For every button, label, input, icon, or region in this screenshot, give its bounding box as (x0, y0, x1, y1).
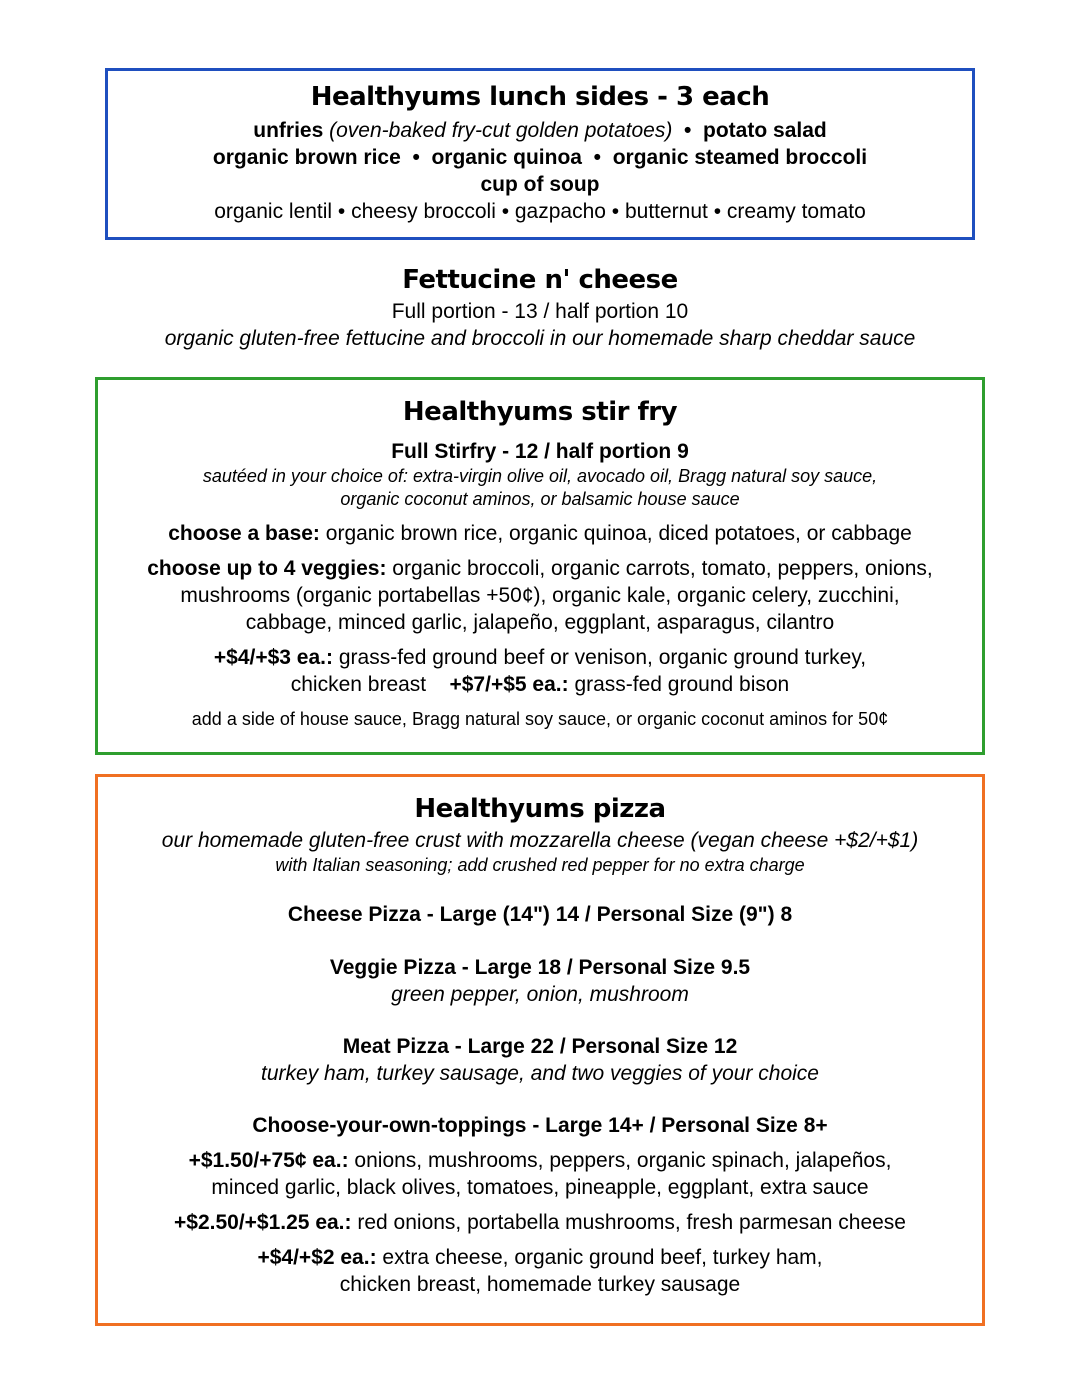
veggies-text-1: organic broccoli, organic carrots, tomato, peppers, onions, (392, 557, 933, 580)
veggie-pizza-desc: green pepper, onion, mushroom (391, 983, 689, 1006)
lunch-sides-title: Healthyums lunch sides - 3 each (310, 82, 770, 112)
unfries-desc: (oven-baked fry-cut golden potatoes) (329, 119, 673, 142)
veggies-line-2: mushrooms (organic portabellas +50¢), organic kale, organic celery, zucchini, (180, 584, 900, 607)
side-sauce-note: add a side of house sauce, Bragg natural soy sauce, or organic coconut aminos for 50¢ (191, 709, 889, 729)
meat-pizza-desc: turkey ham, turkey sausage, and two veggies of your choice (261, 1062, 819, 1085)
brown-rice-item: organic brown rice (212, 146, 401, 169)
stir-fry-title: Healthyums stir fry (402, 397, 678, 427)
bullet: • (593, 146, 602, 169)
topping-tier-3-text: extra cheese, organic ground beef, turkey ham, (382, 1246, 823, 1269)
protein-text-2: chicken breast (290, 673, 427, 696)
saute-line-1: sautéed in your choice of: extra-virgin olive oil, avocado oil, Bragg natural soy sauce, (202, 466, 878, 486)
veggie-pizza: Veggie Pizza - Large 18 / Personal Size 9.5 (329, 956, 751, 979)
protein-price-2: +$7/+$5 ea.: (449, 673, 569, 696)
base-line (98, 520, 982, 547)
soup-options: organic lentil • cheesy broccoli • gazpacho • butternut • creamy tomato (214, 200, 866, 223)
lunch-sides-section (105, 68, 975, 240)
protein-text-1: grass-fed ground beef or venison, organic ground turkey, (338, 646, 867, 669)
topping-tier-2 (98, 1209, 982, 1236)
quinoa-item: organic quinoa (431, 146, 582, 169)
base-options: organic brown rice, organic quinoa, diced potatoes, or cabbage (325, 522, 912, 545)
protein-line-1 (98, 644, 982, 671)
fettucine-title: Fettucine n' cheese (402, 265, 678, 295)
stir-fry-price: Full Stirfry - 12 / half portion 9 (391, 440, 689, 463)
pizza-seasoning: with Italian seasoning; add crushed red pepper for no extra charge (275, 855, 805, 875)
sides-line-1 (108, 117, 972, 144)
stir-fry-section (95, 377, 985, 755)
topping-tier-2-text: red onions, portabella mushrooms, fresh parmesan cheese (357, 1211, 906, 1234)
broccoli-item: organic steamed broccoli (612, 146, 868, 169)
topping-tier-3-price: +$4/+$2 ea.: (257, 1246, 377, 1269)
saute-line-2: organic coconut aminos, or balsamic house sauce (340, 489, 740, 509)
fettucine-desc: organic gluten-free fettucine and broccoli in our homemade sharp cheddar sauce (164, 327, 916, 350)
topping-tier-1-text: onions, mushrooms, peppers, organic spinach, jalapeños, (354, 1149, 892, 1172)
soup-item: cup of soup (480, 173, 600, 196)
topping-tier-1-line-1 (98, 1147, 982, 1174)
sides-line-2 (108, 144, 972, 171)
veggies-line-1 (98, 555, 982, 582)
pizza-section (95, 774, 985, 1326)
protein-price-1: +$4/+$3 ea.: (213, 646, 333, 669)
protein-text-3: grass-fed ground bison (574, 673, 790, 696)
veggies-label: choose up to 4 veggies: (147, 557, 387, 580)
pizza-crust: our homemade gluten-free crust with mozzarella cheese (vegan cheese +$2/+$1) (161, 829, 919, 852)
veggies-line-3: cabbage, minced garlic, jalapeño, eggplant, asparagus, cilantro (245, 611, 835, 634)
topping-tier-3-line-1 (98, 1244, 982, 1271)
bullet: • (684, 119, 692, 142)
topping-tier-2-price: +$2.50/+$1.25 ea.: (174, 1211, 352, 1234)
cheese-pizza: Cheese Pizza - Large (14") 14 / Personal Size (9") 8 (287, 903, 793, 926)
pizza-title: Healthyums pizza (414, 794, 666, 824)
topping-tier-3-line-2: chicken breast, homemade turkey sausage (339, 1273, 741, 1296)
base-label: choose a base: (168, 522, 320, 545)
topping-tier-1-price: +$1.50/+75¢ ea.: (188, 1149, 349, 1172)
fettucine-price: Full portion - 13 / half portion 10 (391, 300, 689, 323)
potato-salad-item: potato salad (703, 119, 827, 142)
protein-line-2 (98, 671, 982, 698)
cyo-pizza: Choose-your-own-toppings - Large 14+ / Personal Size 8+ (252, 1114, 828, 1137)
bullet: • (412, 146, 420, 169)
meat-pizza: Meat Pizza - Large 22 / Personal Size 12 (342, 1035, 738, 1058)
unfries-item: unfries (253, 119, 324, 142)
fettucine-section (0, 264, 1080, 352)
topping-tier-1-line-2: minced garlic, black olives, tomatoes, pineapple, eggplant, extra sauce (211, 1176, 869, 1199)
